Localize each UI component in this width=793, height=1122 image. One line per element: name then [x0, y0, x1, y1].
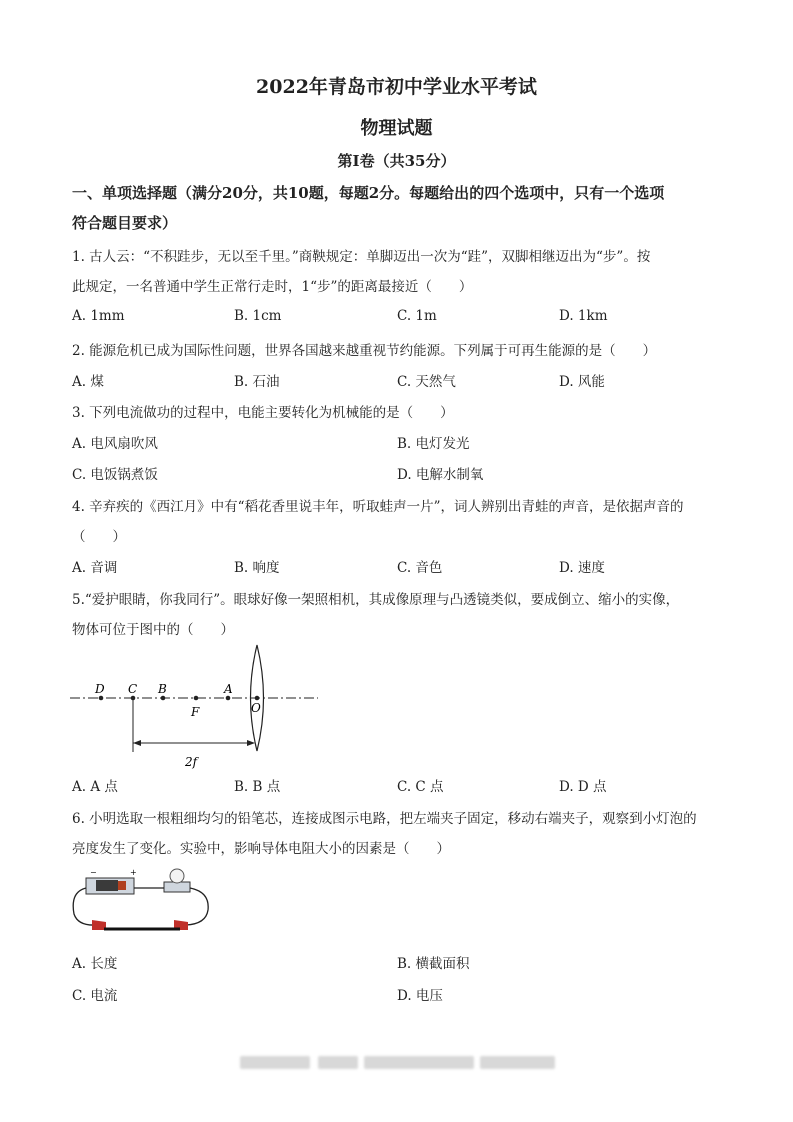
volume-title: 第I卷（共35分）	[337, 152, 456, 170]
q5-option-a: A. A 点	[72, 779, 118, 795]
q3-option-d: D. 电解水制氧	[397, 467, 484, 483]
point-f	[194, 696, 199, 701]
q3-option-a: A. 电风扇吹风	[72, 436, 158, 452]
subject-title: 物理试题	[360, 118, 433, 139]
blur-block-2	[318, 1056, 358, 1069]
q4-option-c: C. 音色	[397, 560, 443, 576]
q2-option-b: B. 石油	[234, 374, 280, 390]
left-clip-icon	[92, 920, 106, 930]
blur-block-3	[364, 1056, 474, 1069]
point-a	[226, 696, 231, 701]
exam-title: 2022年青岛市初中学业水平考试	[256, 76, 537, 98]
q5-option-c: C. C 点	[397, 779, 444, 795]
q1-stem-line2: 此规定，一名普通中学生正常行走时，1“步”的距离最接近（ ）	[72, 279, 473, 295]
battery-plus-icon: +	[130, 868, 137, 877]
q5-stem-line1: 5.“爱护眼睛，你我同行”。眼球好像一架照相机，其成像原理与凸透镜类似，要成倒立、缩小的实像，	[72, 592, 680, 608]
q6-option-b: B. 横截面积	[397, 956, 470, 972]
point-o	[255, 696, 260, 701]
right-wire	[186, 888, 208, 925]
label-b: B	[158, 682, 167, 696]
label-d: D	[95, 682, 105, 696]
q4-option-d: D. 速度	[559, 560, 605, 576]
q6-stem-line1: 6. 小明选取一根粗细均匀的铅笔芯，连接成图示电路，把左端夹子固定，移动右端夹子，观察到小灯泡的	[72, 811, 697, 827]
q4-option-a: A. 音调	[72, 560, 118, 576]
lens-diagram	[60, 640, 330, 775]
q2-option-a: A. 煤	[72, 374, 104, 390]
label-2f: 2f	[185, 755, 198, 769]
q6-option-a: A. 长度	[72, 956, 118, 972]
q2-option-d: D. 风能	[559, 374, 605, 390]
q2-stem: 2. 能源危机已成为国际性问题，世界各国越来越重视节约能源。下列属于可再生能源的是（ ）	[72, 343, 657, 359]
q2-option-c: C. 天然气	[397, 374, 456, 390]
section-heading-line1: 一、单项选择题（满分20分，共10题，每题2分。每题给出的四个选项中，只有一个选项	[72, 184, 665, 202]
q4-option-b: B. 响度	[234, 560, 280, 576]
q3-option-b: B. 电灯发光	[397, 436, 470, 452]
q1-stem-line1: 1. 古人云：“不积跬步，无以至千里。”商鞅规定：单脚迈出一次为“跬”，双脚相继迈出为“步”。按	[72, 249, 651, 265]
blur-block-4	[480, 1056, 555, 1069]
q1-option-b: B. 1cm	[234, 308, 282, 324]
label-o: O	[251, 701, 261, 715]
q4-stem-line1: 4. 辛弃疾的《西江月》中有“稻花香里说丰年，听取蛙声一片”，词人辨别出青蛙的声音，是依据声音的	[72, 499, 684, 515]
label-c: C	[128, 682, 138, 696]
q6-option-c: C. 电流	[72, 988, 118, 1004]
arrow-right-head	[247, 740, 255, 746]
q1-option-d: D. 1km	[559, 308, 608, 324]
section-heading-line2: 符合题目要求）	[72, 214, 178, 232]
blur-block-1	[240, 1056, 310, 1069]
q3-stem: 3. 下列电流做功的过程中，电能主要转化为机械能的是（ ）	[72, 405, 454, 421]
label-a: A	[224, 682, 233, 696]
arrow-left-head	[133, 740, 141, 746]
q5-stem-line2: 物体可位于图中的（ ）	[72, 622, 234, 638]
circuit-diagram	[68, 862, 218, 942]
battery-cap	[118, 881, 126, 890]
q1-option-a: A. 1mm	[72, 308, 125, 324]
light-bulb-icon	[170, 869, 184, 883]
q1-option-c: C. 1m	[397, 308, 437, 324]
q5-option-d: D. D 点	[559, 779, 607, 795]
point-d	[99, 696, 104, 701]
q6-option-d: D. 电压	[397, 988, 443, 1004]
q4-stem-line2: （ ）	[72, 529, 126, 545]
label-f: F	[191, 705, 200, 719]
battery-minus-icon: −	[90, 868, 97, 877]
point-b	[161, 696, 166, 701]
q3-option-c: C. 电饭锅煮饭	[72, 467, 158, 483]
battery-icon	[96, 880, 118, 891]
q5-option-b: B. B 点	[234, 779, 281, 795]
q6-stem-line2: 亮度发生了变化。实验中，影响导体电阻大小的因素是（ ）	[72, 841, 450, 857]
